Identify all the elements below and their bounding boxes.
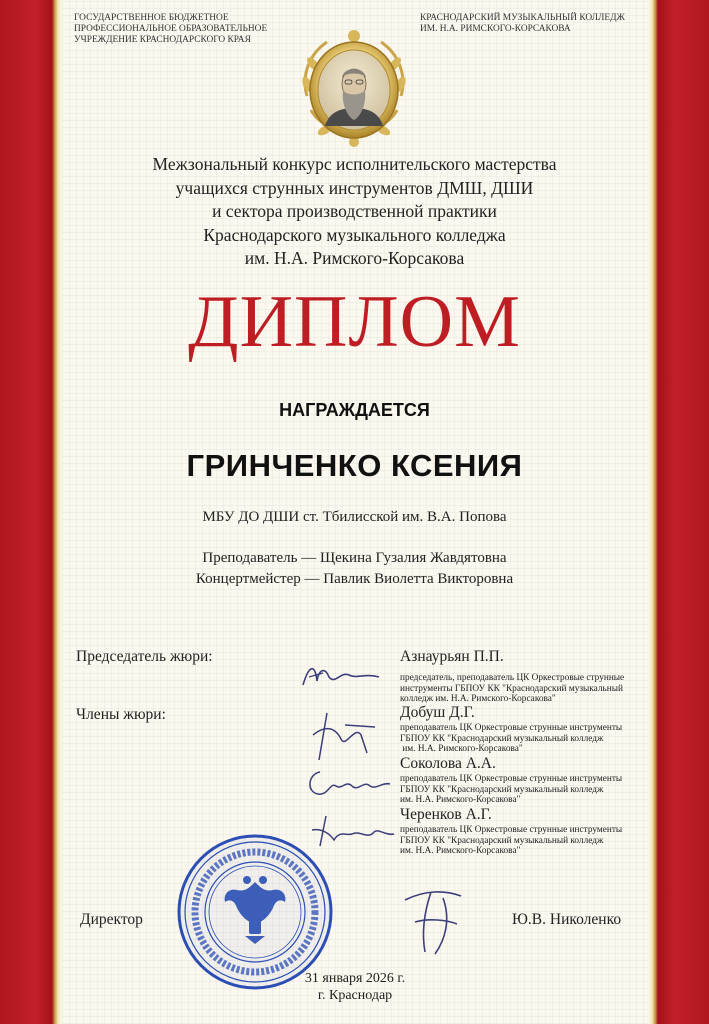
jury-desc-line: им. Н.А. Римского-Корсакова" bbox=[400, 744, 523, 754]
jury-member-description bbox=[400, 723, 622, 755]
jury-desc-line: ГБПОУ КК "Краснодарский музыкальный колледж bbox=[400, 835, 604, 846]
signature-director-icon bbox=[395, 880, 475, 960]
contest-title-line: Краснодарского музыкального колледжа bbox=[203, 224, 506, 245]
composer-portrait-medallion-icon bbox=[295, 26, 413, 152]
teacher-line: Преподаватель — Щекина Гузалия Жавдятовна bbox=[202, 550, 507, 566]
contest-title-line: им. Н.А. Римского-Корсакова bbox=[244, 248, 465, 268]
issue-date: 31 января 2026 г. bbox=[304, 971, 406, 986]
jury-desc-line: преподаватель ЦК Оркестровые струнные инструменты bbox=[400, 723, 623, 733]
jury-member-name: Соколова А.А. bbox=[400, 755, 496, 772]
signature-member-icon bbox=[305, 705, 395, 765]
date-city-block bbox=[230, 970, 480, 1004]
awarded-label: НАГРАЖДАЕТСЯ bbox=[279, 400, 430, 420]
jury-member-description bbox=[400, 774, 622, 806]
issue-city: г. Краснодар bbox=[317, 988, 393, 1003]
jury-member-name: Добуш Д.Г. bbox=[400, 704, 475, 721]
contest-title bbox=[80, 153, 629, 271]
jury-member-description bbox=[400, 825, 622, 857]
header-left-line: УЧРЕЖДЕНИЕ КРАСНОДАРСКОГО КРАЯ bbox=[74, 35, 251, 45]
header-left-line: ПРОФЕССИОНАЛЬНОЕ ОБРАЗОВАТЕЛЬНОЕ bbox=[74, 24, 268, 34]
recipient-name: ГРИНЧЕНКО КСЕНИЯ bbox=[186, 448, 523, 483]
jury-desc-line: инструменты ГБПОУ КК "Краснодарский музыкальный bbox=[400, 683, 623, 694]
jury-chair-name: Азнаурьян П.П. bbox=[400, 648, 504, 665]
contest-title-line: и сектора производственной практики bbox=[212, 201, 497, 221]
jury-desc-line: председатель, преподаватель ЦК Оркестровые струнные bbox=[400, 673, 625, 683]
jury-chair-description bbox=[400, 673, 624, 705]
header-institution bbox=[74, 13, 304, 46]
school-name: МБУ ДО ДШИ ст. Тбилисской им. В.А. Попова bbox=[202, 509, 507, 525]
signature-member-icon bbox=[300, 762, 400, 802]
header-left-line: ГОСУДАРСТВЕННОЕ БЮДЖЕТНОЕ bbox=[74, 13, 229, 23]
jury-desc-line: им. Н.А. Римского-Корсакова" bbox=[400, 795, 521, 805]
jury-desc-line: колледж им. Н.А. Римского-Корсакова" bbox=[400, 694, 556, 704]
jury-member-name: Черенков А.Г. bbox=[400, 806, 492, 823]
director-label: Директор bbox=[80, 911, 143, 928]
jury-members-label: Члены жюри: bbox=[76, 706, 166, 723]
director-name: Ю.В. Николенко bbox=[512, 911, 622, 928]
signature-chair-icon bbox=[295, 655, 395, 695]
official-seal-icon bbox=[175, 832, 335, 992]
jury-desc-line: им. Н.А. Римского-Корсакова" bbox=[400, 846, 521, 856]
jury-desc-line: преподаватель ЦК Оркестровые струнные инструменты bbox=[400, 825, 623, 835]
contest-title-line: учащихся струнных инструментов ДМШ, ДШИ bbox=[175, 177, 534, 198]
jury-desc-line: преподаватель ЦК Оркестровые струнные инструменты bbox=[400, 774, 623, 784]
header-college bbox=[420, 13, 660, 35]
header-right-line: КРАСНОДАРСКИЙ МУЗЫКАЛЬНЫЙ КОЛЛЕДЖ bbox=[420, 13, 625, 23]
jury-chair-label: Председатель жюри: bbox=[76, 648, 213, 665]
jury-desc-line: ГБПОУ КК "Краснодарский музыкальный колледж bbox=[400, 733, 604, 744]
accompanist-line: Концертмейстер — Павлик Виолетта Викторовна bbox=[195, 571, 514, 587]
header-right-line: ИМ. Н.А. РИМСКОГО-КОРСАКОВА bbox=[420, 24, 571, 34]
contest-title-line: Межзональный конкурс исполнительского мастерства bbox=[152, 154, 557, 174]
diploma-title: ДИПЛОМ bbox=[188, 281, 521, 363]
jury-desc-line: ГБПОУ КК "Краснодарский музыкальный колледж bbox=[400, 784, 604, 795]
teachers-block bbox=[80, 548, 629, 590]
